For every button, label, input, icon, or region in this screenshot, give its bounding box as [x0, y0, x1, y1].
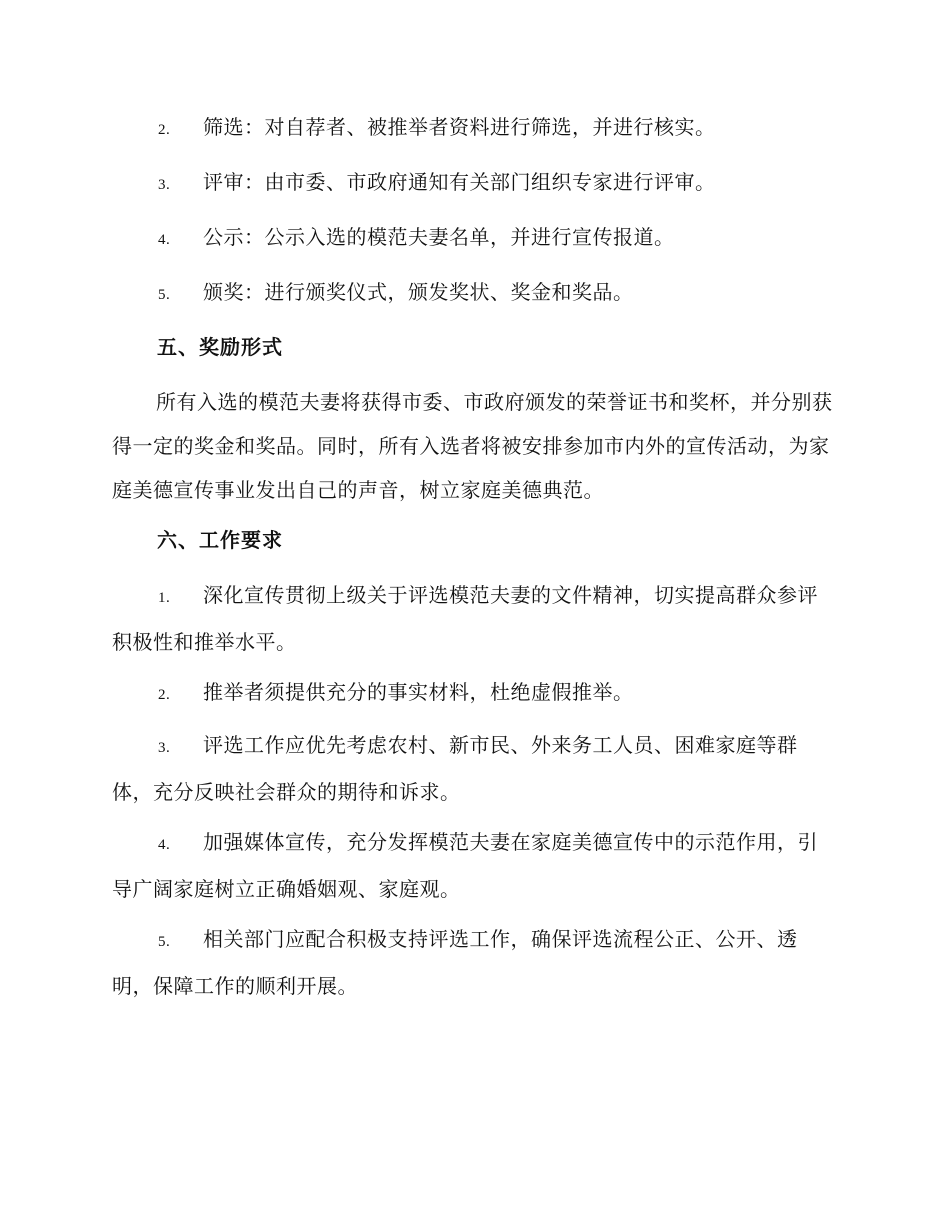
- list-item-number: 4.: [158, 232, 171, 248]
- list-item: [112, 573, 836, 664]
- list-item: [112, 723, 836, 814]
- list-item-number: 5.: [158, 287, 171, 303]
- list-item-text: 推举者须提供充分的事实材料，杜绝虚假推举。: [203, 680, 634, 704]
- list-item-number: 3.: [158, 177, 171, 193]
- list-item-number: 5.: [158, 934, 171, 950]
- section-paragraph: 所有入选的模范夫妻将获得市委、市政府颁发的荣誉证书和奖杯，并分别获得一定的奖金和奖品。同时，所有入选者将被安排参加市内外的宣传活动，为家庭美德宣传事业发出自己的声音，树立家庭美德典范。: [112, 390, 833, 502]
- list-item: [112, 670, 836, 717]
- list-item: [112, 160, 836, 207]
- section-heading: 六、工作要求: [157, 528, 283, 552]
- list-item-number: 2.: [158, 687, 171, 703]
- list-item: [112, 105, 836, 152]
- list-item: [112, 215, 836, 262]
- list-item-number: 4.: [158, 837, 171, 853]
- list-item-text: 公示：公示入选的模范夫妻名单，并进行宣传报道。: [203, 225, 675, 249]
- list-item-text: 评选工作应优先考虑农村、新市民、外来务工人员、困难家庭等群体，充分反映社会群众的期待和诉求。: [112, 733, 798, 804]
- list-item-text: 加强媒体宣传，充分发挥模范夫妻在家庭美德宣传中的示范作用，引导广阔家庭树立正确婚姻观、家庭观。: [112, 830, 818, 901]
- list-item-text: 颁奖：进行颁奖仪式，颁发奖状、奖金和奖品。: [203, 280, 634, 304]
- list-item-number: 3.: [158, 740, 171, 756]
- list-item-text: 评审：由市委、市政府通知有关部门组织专家进行评审。: [203, 170, 716, 194]
- section-heading: 五、奖励形式: [157, 335, 283, 359]
- list-item-number: 1.: [158, 590, 171, 606]
- list-item: [112, 270, 836, 317]
- list-item: [112, 917, 836, 1008]
- list-item-text: 相关部门应配合积极支持评选工作，确保评选流程公正、公开、透明，保障工作的顺利开展。: [112, 927, 798, 998]
- list-item-text: 筛选：对自荐者、被推举者资料进行筛选，并进行核实。: [203, 115, 716, 139]
- list-item: [112, 820, 836, 911]
- list-item-text: 深化宣传贯彻上级关于评选模范夫妻的文件精神，切实提高群众参评积极性和推举水平。: [112, 583, 818, 654]
- list-item-number: 2.: [158, 122, 171, 138]
